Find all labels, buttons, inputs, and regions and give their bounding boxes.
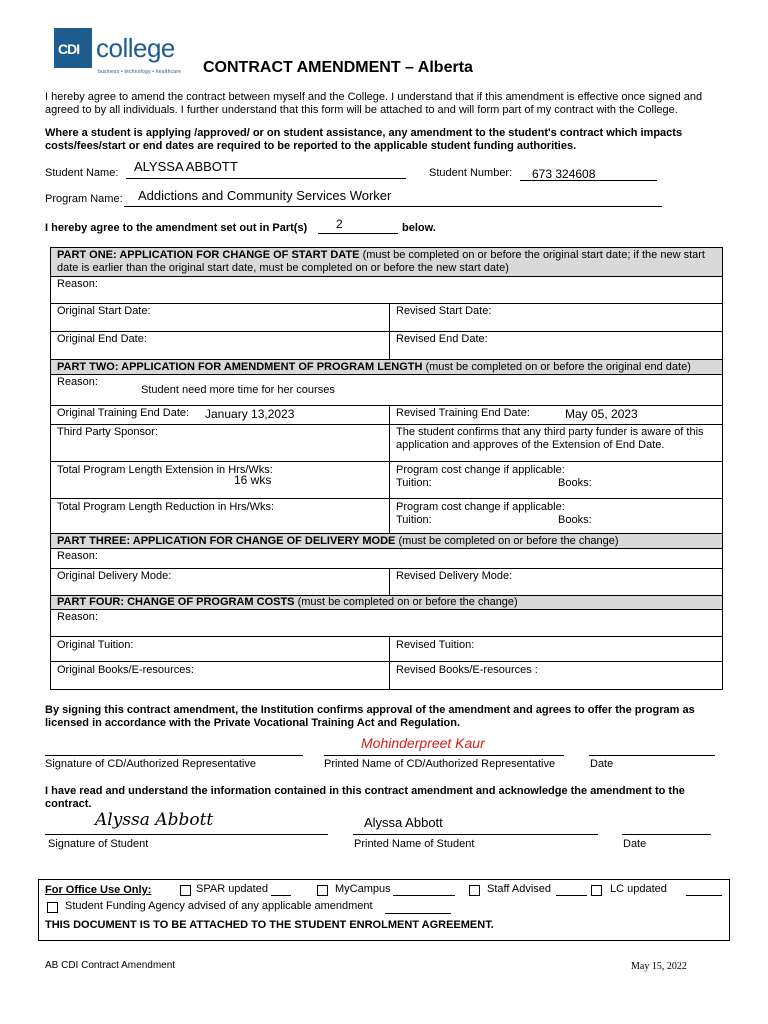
part-one-header-text: PART ONE: APPLICATION FOR CHANGE OF START DATE (must be completed on or before the original start date; if the new start date is earlier than the original start date, must be completed on or before the new start date) bbox=[57, 249, 705, 274]
student-name-line bbox=[126, 178, 406, 179]
revised-tuition-label: Revised Tuition: bbox=[396, 639, 475, 651]
ext-cost-change-label: Program cost change if applicable: bbox=[396, 464, 565, 476]
logo-wordmark: college bbox=[96, 33, 175, 63]
page-title: CONTRACT AMENDMENT – Alberta bbox=[203, 59, 473, 76]
part-two-reason-label: Reason: bbox=[57, 376, 98, 388]
intro-text: I hereby agree to amend the contract between myself and the College. I understand that if this amendment is effective once signed and agreed to by all individuals. I further understand that this form will be attached to and will form part of my contract with the College. bbox=[45, 91, 703, 116]
revised-training-end-value[interactable]: May 05, 2023 bbox=[565, 407, 638, 421]
part-four-reason-label: Reason: bbox=[57, 611, 98, 623]
part-one-start-row bbox=[51, 304, 722, 332]
program-name-label: Program Name: bbox=[45, 193, 123, 205]
mycampus-checkbox[interactable] bbox=[317, 885, 328, 896]
agree-parts-line bbox=[318, 233, 398, 234]
logo-tagline: business • technology • healthcare bbox=[98, 69, 182, 75]
ext-books-label: Books: bbox=[558, 477, 592, 489]
student-printed-name-value[interactable]: Alyssa Abbott bbox=[364, 815, 443, 830]
footer-date: May 15, 2022 bbox=[631, 961, 687, 972]
institution-date-label: Date bbox=[590, 758, 614, 770]
logo-badge-text: CDI bbox=[58, 41, 80, 57]
student-date-line[interactable] bbox=[622, 834, 711, 835]
program-name-line bbox=[124, 206, 662, 207]
institution-date-line[interactable] bbox=[589, 755, 715, 756]
third-party-sponsor-label: Third Party Sponsor: bbox=[57, 426, 158, 438]
revised-books-label: Revised Books/E-resources : bbox=[396, 664, 538, 676]
spar-checkbox[interactable] bbox=[180, 885, 191, 896]
part-one-header bbox=[51, 248, 722, 277]
funding-notice: Where a student is applying /approved/ or on student assistance, any amendment to the student's contract which impacts costs/fees/start or end dates are required to be reported to the applicable student funding authorities. bbox=[45, 127, 683, 152]
student-printed-name-label: Printed Name of Student bbox=[354, 838, 475, 850]
agree-suffix: below. bbox=[402, 222, 436, 234]
part-two-sponsor-row bbox=[51, 425, 722, 462]
institution-signature-label: Signature of CD/Authorized Representative bbox=[45, 758, 256, 770]
part-two-reduction-row bbox=[51, 499, 722, 534]
extension-label: Total Program Length Extension in Hrs/Wks: bbox=[57, 464, 273, 476]
red-tuition-label: Tuition: bbox=[396, 514, 432, 526]
student-signature-line bbox=[45, 834, 328, 835]
part-one-end-row bbox=[51, 332, 722, 360]
student-name-value[interactable]: ALYSSA ABBOTT bbox=[134, 159, 238, 174]
student-number-value[interactable]: 673 324608 bbox=[532, 167, 596, 181]
revised-training-end-label: Revised Training End Date: bbox=[396, 407, 530, 419]
original-books-label: Original Books/E-resources: bbox=[57, 664, 194, 676]
funding-agency-checkbox[interactable] bbox=[47, 902, 58, 913]
mycampus-label: MyCampus bbox=[335, 883, 391, 895]
part-one-reason-row[interactable] bbox=[51, 277, 722, 304]
part-two-header bbox=[51, 360, 722, 375]
part-two-reason-value: Student need more time for her courses bbox=[141, 384, 335, 396]
reduction-label: Total Program Length Reduction in Hrs/Wks: bbox=[57, 501, 275, 513]
spar-label: SPAR updated bbox=[196, 883, 268, 895]
institution-printed-name-value[interactable]: Mohinderpreet Kaur bbox=[361, 735, 485, 751]
original-tuition-label: Original Tuition: bbox=[57, 639, 134, 651]
part-four-header bbox=[51, 596, 722, 610]
part-four-books-row bbox=[51, 662, 722, 689]
staff-advised-checkbox[interactable] bbox=[469, 885, 480, 896]
ext-tuition-label: Tuition: bbox=[396, 477, 432, 489]
institution-printed-name-line bbox=[324, 755, 564, 756]
office-use-box bbox=[38, 879, 730, 941]
red-cost-change-label: Program cost change if applicable: bbox=[396, 501, 565, 513]
student-date-label: Date bbox=[623, 838, 647, 850]
office-use-label: For Office Use Only: bbox=[45, 884, 152, 896]
institution-statement: By signing this contract amendment, the Institution confirms approval of the amendment and agrees to offer the program as licensed in accordance with the Private Vocational Training Act and Regulation. bbox=[45, 704, 695, 729]
amendment-table bbox=[50, 247, 723, 690]
student-ack-statement: I have read and understand the information contained in this contract amendment and acknowledge the amendment to the contract. bbox=[45, 785, 685, 810]
revised-start-date-label: Revised Start Date: bbox=[396, 305, 492, 317]
program-name-value[interactable]: Addictions and Community Services Worker bbox=[138, 188, 392, 203]
footer-form-name: AB CDI Contract Amendment bbox=[45, 960, 176, 971]
part-one-reason-label: Reason: bbox=[57, 278, 98, 290]
student-printed-name-line bbox=[353, 834, 598, 835]
attach-notice: THIS DOCUMENT IS TO BE ATTACHED TO THE STUDENT ENROLMENT AGREEMENT. bbox=[45, 919, 494, 931]
part-two-header-text: PART TWO: APPLICATION FOR AMENDMENT OF PROGRAM LENGTH (must be completed on or before the original end date) bbox=[57, 361, 691, 373]
student-signature-label: Signature of Student bbox=[48, 838, 149, 850]
red-books-label: Books: bbox=[558, 514, 592, 526]
original-end-date-label: Original End Date: bbox=[57, 333, 147, 345]
part-three-reason-label: Reason: bbox=[57, 550, 98, 562]
part-three-header bbox=[51, 534, 722, 549]
part-four-tuition-row bbox=[51, 637, 722, 662]
lc-updated-label: LC updated bbox=[610, 883, 667, 895]
original-training-end-value[interactable]: January 13,2023 bbox=[205, 407, 295, 421]
extension-value[interactable]: 16 wks bbox=[234, 473, 272, 487]
student-number-line bbox=[520, 180, 657, 181]
staff-advised-label: Staff Advised bbox=[487, 883, 552, 895]
student-name-label: Student Name: bbox=[45, 167, 119, 179]
part-three-reason-row[interactable] bbox=[51, 549, 722, 569]
part-two-end-row bbox=[51, 406, 722, 425]
original-training-end-label: Original Training End Date: bbox=[57, 407, 190, 419]
original-delivery-mode-label: Original Delivery Mode: bbox=[57, 570, 172, 582]
revised-end-date-label: Revised End Date: bbox=[396, 333, 488, 345]
student-number-label: Student Number: bbox=[429, 167, 513, 179]
part-two-reason-row[interactable] bbox=[51, 375, 722, 406]
third-party-confirm-text: The student confirms that any third party funder is aware of this application and approves of the Extension of End Date. bbox=[396, 426, 704, 451]
part-three-header-text: PART THREE: APPLICATION FOR CHANGE OF DELIVERY MODE (must be completed on or before the change) bbox=[57, 535, 619, 547]
institution-signature-line[interactable] bbox=[45, 755, 303, 756]
institution-printed-name-label: Printed Name of CD/Authorized Representative bbox=[324, 758, 556, 770]
lc-updated-checkbox[interactable] bbox=[591, 885, 602, 896]
part-two-extension-row bbox=[51, 462, 722, 499]
agree-prefix: I hereby agree to the amendment set out in Part(s) bbox=[45, 222, 308, 234]
agree-parts-value[interactable]: 2 bbox=[336, 217, 343, 231]
part-three-mode-row bbox=[51, 569, 722, 596]
original-start-date-label: Original Start Date: bbox=[57, 305, 151, 317]
funding-agency-label: Student Funding Agency advised of any applicable amendment bbox=[65, 900, 373, 912]
student-signature[interactable]: Alyssa Abbott bbox=[95, 810, 214, 830]
part-four-reason-row[interactable] bbox=[51, 610, 722, 637]
revised-delivery-mode-label: Revised Delivery Mode: bbox=[396, 570, 513, 582]
part-four-header-text: PART FOUR: CHANGE OF PROGRAM COSTS (must be completed on or before the change) bbox=[57, 596, 518, 608]
